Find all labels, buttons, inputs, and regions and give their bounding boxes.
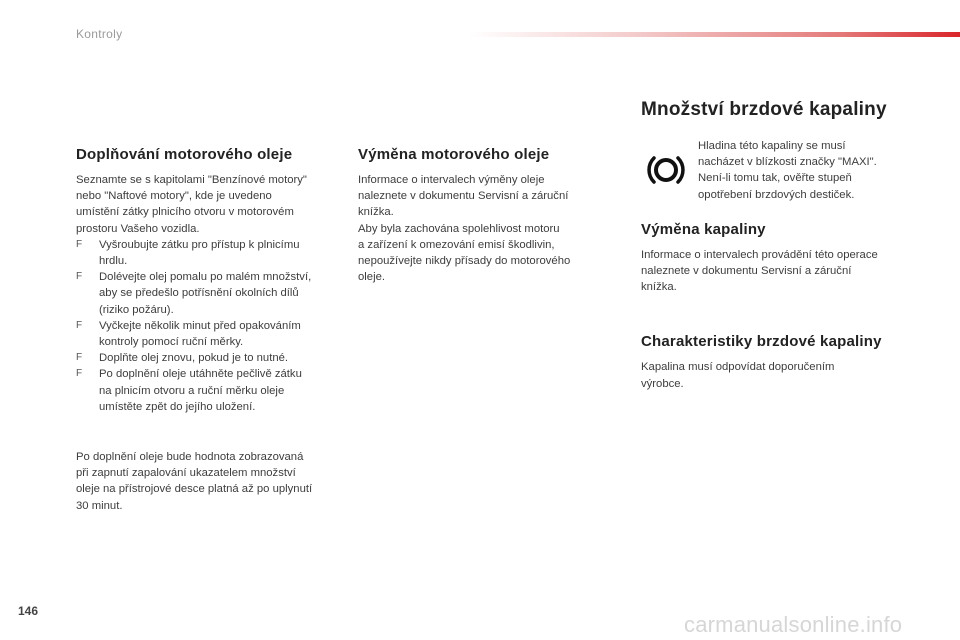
brake-fluid-level-text: Hladina této kapaliny se musí nacházet v blízkosti značky "MAXI". Není-li tomu tak, ověřte stupeň opotřebení brzdových destiček. bbox=[698, 140, 877, 201]
bullet-icon: F bbox=[76, 352, 83, 364]
oil-change-interval-text: Informace o intervalech výměny oleje naleznete v dokumentu Servisní a záruční knížka. bbox=[358, 174, 569, 219]
oil-topup-note: Po doplnění oleje bude hodnota zobrazovaná při zapnutí zapalování ukazatelem množství oleje na přístrojové desce platná až po uplynutí 30 minut. bbox=[76, 451, 313, 512]
list-item: F Vyčkejte několik minut před opakováním kontroly pomocí ruční měrky. bbox=[76, 319, 301, 349]
header-accent-bar bbox=[470, 32, 960, 37]
oil-topup-section bbox=[76, 146, 338, 514]
list-item: F Dolévejte olej pomalu po malém množství, aby se předešlo potřísnění okolních dílů (riziko požáru). bbox=[76, 271, 312, 316]
page-number: 146 bbox=[18, 604, 39, 618]
bullet-icon: F bbox=[76, 319, 83, 331]
bullet-icon: F bbox=[76, 271, 83, 283]
list-item: F Po doplnění oleje utáhněte pečlivě zátku na plnicím otvoru a ruční měrku oleje umístěte zpět do jejího uložení. bbox=[76, 368, 302, 413]
watermark: carmanualsonline.info bbox=[684, 612, 903, 637]
brake-fluid-title: Množství brzdové kapaliny bbox=[641, 99, 887, 120]
list-item: F Doplňte olej znovu, pokud je to nutné. bbox=[76, 350, 338, 366]
fluid-change-text: Informace o intervalech provádění této operace naleznete v dokumentu Servisní a záruční knížka. bbox=[641, 248, 878, 294]
brake-fluid-section bbox=[641, 99, 911, 392]
oil-change-title: Výměna motorového oleje bbox=[358, 146, 550, 163]
bullet-icon: F bbox=[76, 368, 83, 380]
oil-change-section bbox=[358, 146, 598, 285]
fluid-spec-text: Kapalina musí odpovídat doporučením výrobce. bbox=[641, 361, 835, 390]
oil-additives-warning: Aby byla zachována spolehlivost motoru a zařízení k omezování emisí škodlivin, nepoužívejte nikdy přísady do motorového oleje. bbox=[358, 222, 571, 284]
fluid-spec-title: Charakteristiky brzdové kapaliny bbox=[641, 333, 882, 351]
bullet-icon: F bbox=[76, 238, 83, 250]
section-header: Kontroly bbox=[76, 27, 123, 41]
list-item: F Vyšroubujte zátku pro přístup k plnicímu hrdlu. bbox=[76, 238, 300, 268]
oil-topup-intro: Seznamte se s kapitolami "Benzínové motory" nebo "Naftové motory", kde je uvedeno umístění zátky plnicího otvoru v motorovém prostoru Vašeho vozidla. bbox=[76, 174, 307, 235]
oil-topup-steps bbox=[76, 237, 338, 415]
fluid-change-title: Výměna kapaliny bbox=[641, 220, 766, 238]
oil-topup-title: Doplňování motorového oleje bbox=[76, 146, 293, 163]
